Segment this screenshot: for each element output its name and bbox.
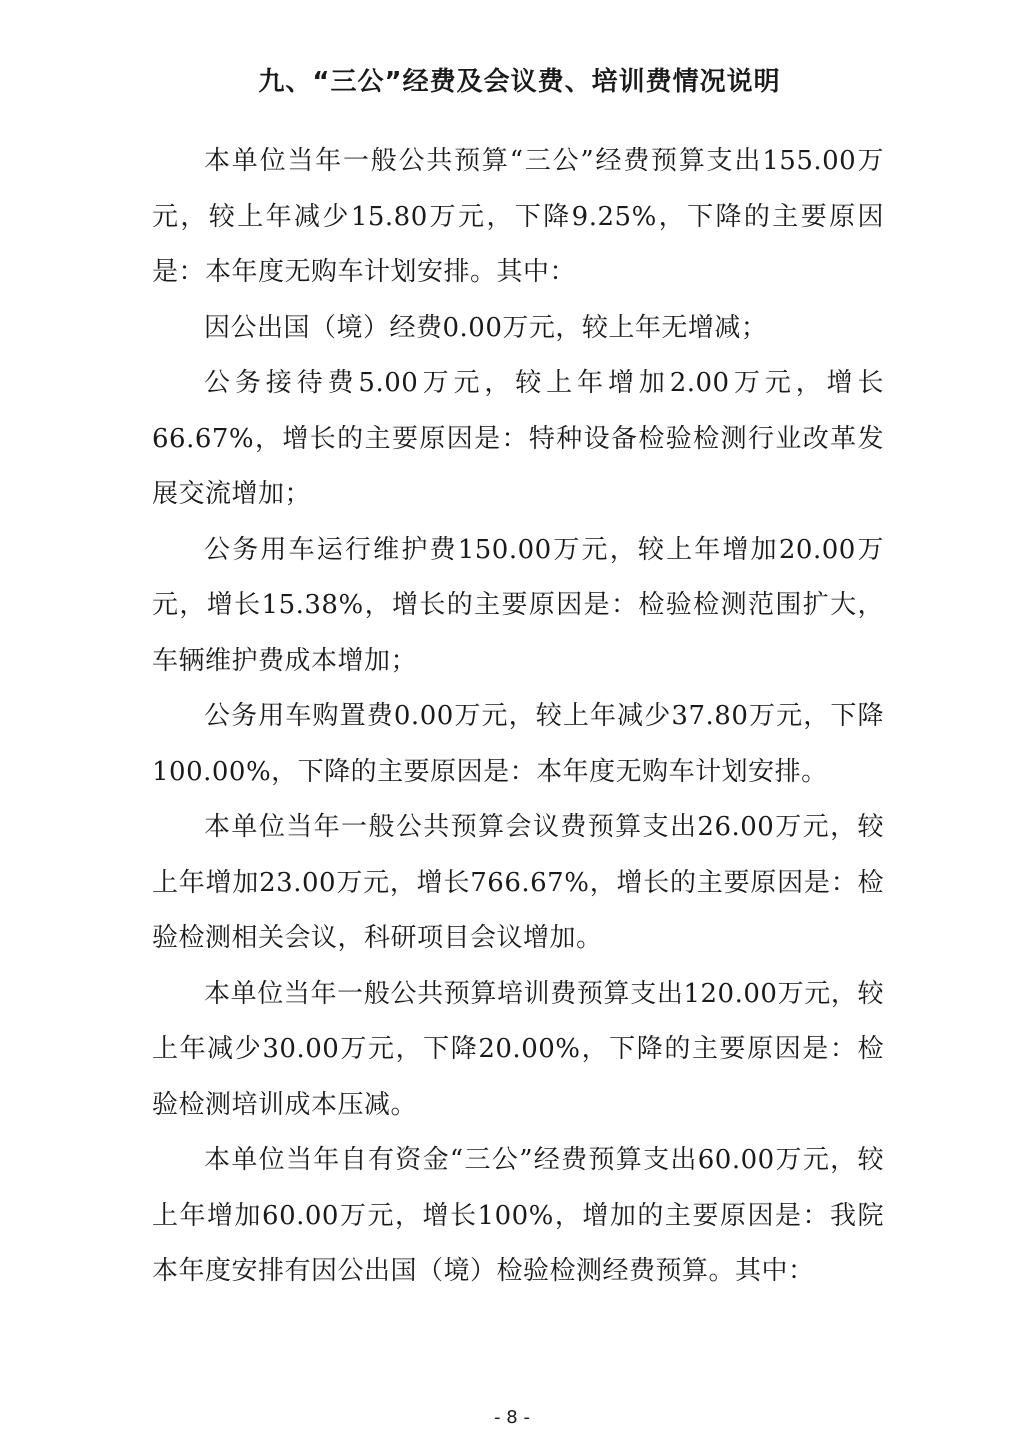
paragraph-training-fees: 本单位当年一般公共预算培训费预算支出120.00万元，较上年减少30.00万元，下降20.00%，下降的主要原因是：检验检测培训成本压减。 (152, 978, 884, 1120)
paragraph-reception: 公务接待费5.00万元，较上年增加2.00万元，增长66.67%，增长的主要原因是：特种设备检验检测行业改革发展交流增加； (152, 368, 884, 509)
paragraph-own-funds: 本单位当年自有资金“三公”经费预算支出60.00万元，较上年增加60.00万元，增长100%，增加的主要原因是：我院本年度安排有因公出国（境）检验检测经费预算。其中： (152, 1145, 884, 1286)
paragraph-sangong-summary: 本单位当年一般公共预算“三公”经费预算支出155.00万元，较上年减少15.80万元，下降9.25%，下降的主要原因是：本年度无购车计划安排。其中： (152, 146, 884, 287)
paragraph-vehicle-maintenance: 公务用车运行维护费150.00万元，较上年增加20.00万元，增长15.38%，增长的主要原因是：检验检测范围扩大，车辆维护费成本增加； (152, 534, 884, 676)
page-number: - 8 - (494, 1407, 530, 1428)
paragraph-vehicle-purchase: 公务用车购置费0.00万元，较上年减少37.80万元，下降100.00%，下降的主要原因是：本年度无购车计划安排。 (152, 701, 884, 787)
body-text (152, 134, 884, 1300)
paragraph-meeting-fees: 本单位当年一般公共预算会议费预算支出26.00万元，较上年增加23.00万元，增长766.67%，增长的主要原因是：检验检测相关会议，科研项目会议增加。 (152, 812, 884, 953)
paragraph-overseas-travel: 因公出国（境）经费0.00万元，较上年无增减； (204, 312, 768, 343)
section-title: 九、“三公”经费及会议费、培训费情况说明 (258, 67, 781, 97)
